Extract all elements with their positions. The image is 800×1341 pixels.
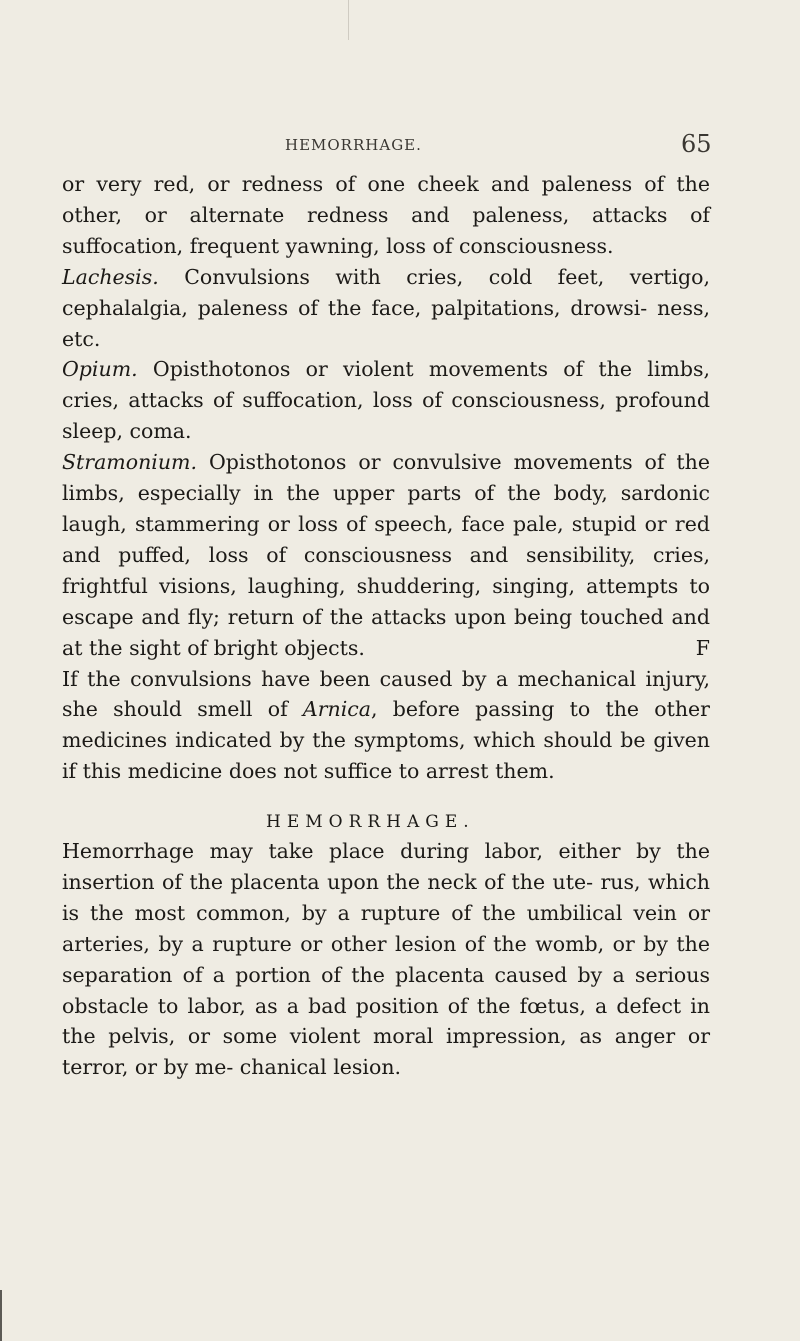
page-number: 65 [681, 130, 712, 158]
remedy-name-lachesis: Lachesis. [62, 264, 159, 289]
paragraph-text: Hemorrhage may take place during labor, either by the insertion of the placenta upon the neck of the ute- rus, which is the most common, by a rupture of the umbilical vein or arteries, by a rupture or other lesion of the womb, or by the separation of a portion of the placenta caused by a serious obstacle to labor, as a bad position of the fœtus, a defect in the pelvis, or some violent moral impression, as anger or terror, or by me- chanical lesion. [62, 839, 710, 1080]
paragraph-continuation [62, 169, 710, 262]
paragraph-text: , before passing to the other medicines indicated by the symptoms, which should be given if this medicine does not suffice to arrest them. [62, 697, 710, 784]
paragraph-text: Opisthotonos or violent movements of the limbs, cries, attacks of suffocation, loss of consciousness, profound sleep, coma. [62, 357, 710, 444]
paragraph-text: Convulsions with cries, cold feet, vertigo, cephalalgia, paleness of the face, palpitations, drowsi- ness, etc. [62, 264, 710, 351]
text-block-hemorrhage [62, 836, 710, 1083]
text-block-symptoms [62, 169, 710, 787]
paragraph-hemorrhage [62, 836, 710, 1083]
paragraph-text: If the convulsions have been caused by a mechanical injury, she should smell of [62, 666, 710, 722]
page-edge-rule [0, 1290, 2, 1341]
signature-marker: F [695, 635, 710, 660]
paragraph-arnica [62, 664, 710, 788]
paragraph-text: Opisthotonos or convulsive movements of the limbs, especially in the upper parts of the body, sardonic laugh, stammering or loss of speech, face pale, stupid or red and puffed, loss of consciousness and sensibility, cries, frightful visions, laughing, shuddering, singing, attempts to escape and fly; return of the attacks upon being touched and at the sight of bright objects. [62, 450, 710, 660]
running-head: HEMORRHAGE. [285, 136, 422, 154]
scan-mark [348, 0, 349, 40]
section-heading: HEMORRHAGE. [266, 812, 475, 832]
paragraph-text: or very red, or redness of one cheek and paleness of the other, or alternate redness and paleness, attacks of suffocation, frequent yawning, loss of consciousness. [62, 172, 710, 258]
remedy-name-opium: Opium. [62, 357, 138, 382]
paragraph-opium [62, 354, 710, 447]
paragraph-lachesis [62, 262, 710, 355]
remedy-name-stramonium: Stramonium. [62, 450, 198, 475]
paragraph-stramonium [62, 447, 710, 663]
remedy-name-arnica: Arnica [302, 697, 371, 722]
